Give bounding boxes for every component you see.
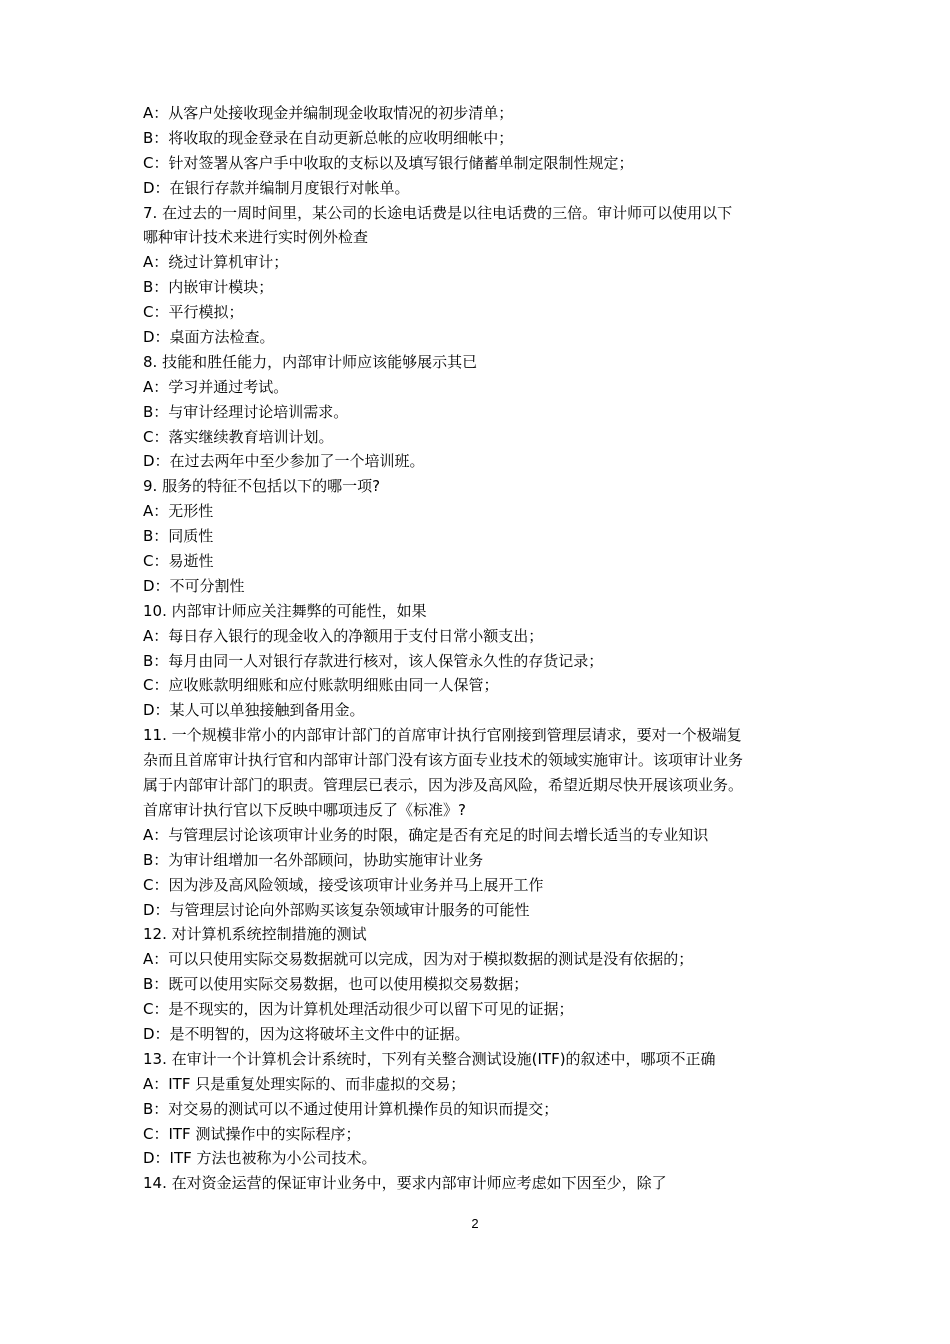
text-line: D：ITF 方法也被称为小公司技术。	[143, 1149, 377, 1168]
text-line: D：桌面方法检查。	[143, 328, 275, 347]
text-line: 杂而且首席审计执行官和内部审计部门没有该方面专业技术的领域实施审计。该项审计业务	[143, 751, 744, 770]
text-line: A：绕过计算机审计；	[143, 253, 289, 272]
text-line: C：落实继续教育培训计划。	[143, 427, 334, 446]
text-line: D：是不明智的，因为这将破坏主文件中的证据。	[143, 1024, 470, 1043]
text-line: 11. 一个规模非常小的内部审计部门的首席审计执行官刚接到管理层请求，要对一个极端复	[143, 726, 742, 745]
text-line: A：无形性	[143, 502, 214, 521]
text-line: 属于内部审计部门的职责。管理层已表示，因为涉及高风险，希望近期尽快开展该项业务。	[143, 776, 744, 795]
text-line: C：是不现实的，因为计算机处理活动很少可以留下可见的证据；	[143, 1000, 574, 1019]
text-line: C：针对签署从客户手中收取的支标以及填写银行储蓄单制定限制性规定；	[143, 153, 634, 172]
text-line: D：在银行存款并编制月度银行对帐单。	[143, 178, 410, 197]
text-line: C：易逝性	[143, 552, 214, 571]
text-line: 哪种审计技术来进行实时例外检查	[143, 228, 369, 247]
text-line: B：对交易的测试可以不通过使用计算机操作员的知识而提交；	[143, 1099, 559, 1118]
text-line: B：同质性	[143, 527, 214, 546]
text-line: B：为审计组增加一名外部顾问，协助实施审计业务	[143, 850, 484, 869]
text-line: A：ITF 只是重复处理实际的、而非虚拟的交易；	[143, 1074, 466, 1093]
text-line: D：与管理层讨论向外部购买该复杂领域审计服务的可能性	[143, 900, 530, 919]
text-line: 12. 对计算机系统控制措施的测试	[143, 925, 367, 944]
text-line: A：从客户处接收现金并编制现金收取情况的初步清单；	[143, 104, 514, 122]
text-line: B：内嵌审计模块；	[143, 278, 274, 297]
text-line: 10. 内部审计师应关注舞弊的可能性，如果	[143, 601, 427, 620]
text-line: D：不可分割性	[143, 576, 245, 595]
text-line: C：平行模拟；	[143, 303, 244, 322]
text-line: A：每日存入银行的现金收入的净额用于支付日常小额支出；	[143, 626, 544, 645]
text-line: C：ITF 测试操作中的实际程序；	[143, 1124, 361, 1143]
text-line: C：因为涉及高风险领域，接受该项审计业务并马上展开工作	[143, 875, 544, 894]
text-line: 首席审计执行官以下反映中哪项违反了《标准》?	[143, 800, 466, 819]
text-line: B：与审计经理讨论培训需求。	[143, 402, 349, 421]
text-line: 14. 在对资金运营的保证审计业务中，要求内部审计师应考虑如下因至少，除了	[143, 1174, 667, 1193]
page-number: 2	[471, 1216, 479, 1231]
text-line: 8. 技能和胜任能力，内部审计师应该能够展示其已	[143, 352, 478, 371]
text-line: A：学习并通过考试。	[143, 377, 289, 396]
text-line: 13. 在审计一个计算机会计系统时，下列有关整合测试设施(ITF)的叙述中，哪项不正确	[143, 1049, 716, 1068]
text-line: A：可以只使用实际交易数据就可以完成，因为对于模拟数据的测试是没有依据的；	[143, 950, 694, 969]
text-line: 9. 服务的特征不包括以下的哪一项?	[143, 477, 381, 496]
text-line: B：每月由同一人对银行存款进行核对，该人保管永久性的存货记录；	[143, 651, 604, 670]
text-line: D：在过去两年中至少参加了一个培训班。	[143, 452, 425, 471]
text-line: C：应收账款明细账和应付账款明细账由同一人保管；	[143, 676, 499, 695]
text-line: D：某人可以单独接触到备用金。	[143, 701, 365, 720]
text-line: A：与管理层讨论该项审计业务的时限，确定是否有充足的时间去增长适当的专业知识	[143, 825, 709, 844]
text-line: 7. 在过去的一周时间里，某公司的长途电话费是以往电话费的三倍。审计师可以使用以下	[143, 203, 733, 222]
text-line: B：将收取的现金登录在自动更新总帐的应收明细帐中；	[143, 128, 514, 147]
document-body	[143, 101, 815, 1196]
text-line: B：既可以使用实际交易数据，也可以使用模拟交易数据；	[143, 975, 529, 994]
